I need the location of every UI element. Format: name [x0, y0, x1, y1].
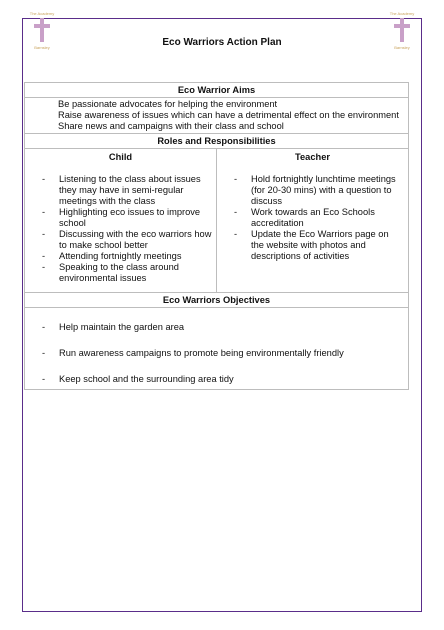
list-item: - Update the Eco Warriors page on the website with photos and descriptions of activities: [234, 229, 389, 261]
action-plan-table: [24, 82, 409, 390]
teacher-heading: Teacher: [295, 152, 330, 162]
crest-caption-top: The Academy: [29, 11, 55, 16]
crest-caption-bottom: Barnsley: [394, 45, 410, 50]
aim-item: Share news and campaigns with their class and school: [58, 121, 284, 131]
list-item: - Listening to the class about issues they may have in semi-regular meetings with the class: [42, 174, 201, 206]
teacher-column: [217, 149, 409, 293]
list-item: - Keep school and the surrounding area tidy: [42, 374, 234, 384]
list-item: - Help maintain the garden area: [42, 322, 185, 332]
list-item: - Highlighting eco issues to improve school: [42, 207, 201, 228]
objectives-heading: Eco Warriors Objectives: [25, 293, 409, 308]
page-title: Eco Warriors Action Plan: [162, 37, 282, 48]
aim-item: Raise awareness of issues which can have a detrimental effect on the environment: [58, 110, 399, 120]
list-item: - Attending fortnightly meetings: [42, 251, 182, 261]
child-list: [29, 174, 212, 284]
aims-list: [25, 98, 409, 134]
crest-caption-bottom: Barnsley: [34, 45, 50, 50]
roles-heading: Roles and Responsibilities: [25, 134, 409, 149]
child-heading: Child: [108, 152, 133, 162]
objectives-list: [25, 308, 409, 390]
list-item: - Discussing with the eco warriors how to make school better: [42, 229, 212, 250]
list-item: - Run awareness campaigns to promote being environmentally friendly: [42, 348, 344, 358]
teacher-list: [221, 174, 404, 262]
list-item: - Speaking to the class around environmental issues: [42, 262, 179, 283]
aims-heading: Eco Warrior Aims: [25, 83, 409, 98]
list-item: - Hold fortnightly lunchtime meetings (for 20-30 mins) with a question to discuss: [234, 174, 396, 206]
aim-item: Be passionate advocates for helping the environment: [58, 99, 278, 109]
child-column: [25, 149, 217, 293]
crest-caption-top: The Academy: [389, 11, 415, 16]
list-item: - Work towards an Eco Schools accreditation: [234, 207, 375, 228]
